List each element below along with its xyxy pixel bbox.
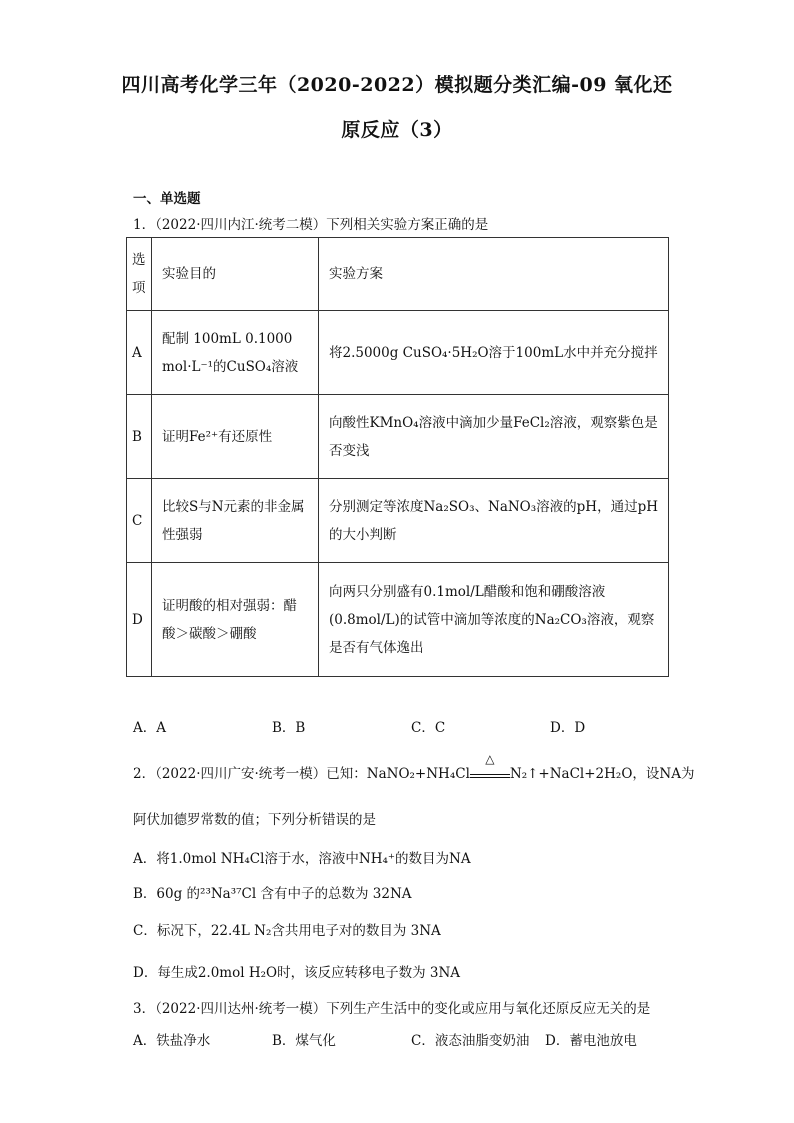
section-heading: 一、单选题	[133, 191, 201, 207]
q3-option-d[interactable]: D．蓄电池放电	[545, 1033, 637, 1049]
q2-stem	[133, 752, 695, 782]
table-row	[127, 563, 669, 677]
heat-condition: △	[485, 752, 495, 766]
q2-option-c[interactable]: C．标况下，22.4L N₂含共用电子对的数目为 3NA	[133, 923, 441, 939]
reaction-arrow	[470, 752, 510, 778]
q1-table	[126, 237, 669, 677]
row-purpose: 比较S与N元素的非金属性强弱	[152, 479, 319, 563]
q2-stem-line2: 阿伏加德罗常数的值；下列分析错误的是	[133, 812, 376, 828]
q3-option-b[interactable]: B．煤气化	[272, 1033, 336, 1049]
q2-option-b[interactable]: B．60g 的²³Na³⁷Cl 含有中子的总数为 32NA	[133, 886, 412, 902]
header-plan: 实验方案	[319, 238, 669, 311]
q1-option-a[interactable]: A．A	[133, 720, 166, 736]
row-plan: 向两只分别盛有0.1mol/L醋酸和饱和硼酸溶液(0.8mol/L)的试管中滴加等浓度的Na₂CO₃溶液，观察是否有气体逸出	[319, 563, 669, 677]
row-purpose: 证明酸的相对强弱：醋酸＞碳酸＞硼酸	[152, 563, 319, 677]
row-plan: 分别测定等浓度Na₂SO₃、NaNO₃溶液的pH，通过pH的大小判断	[319, 479, 669, 563]
q3-option-c[interactable]: C．液态油脂变奶油	[411, 1033, 530, 1049]
q1-option-d[interactable]: D．D	[550, 720, 586, 736]
row-plan: 将2.5000g CuSO₄·5H₂O溶于100mL水中并充分搅拌	[319, 311, 669, 395]
doc-title-line1: 四川高考化学三年（2020-2022）模拟题分类汇编-09 氧化还	[121, 74, 673, 96]
row-purpose: 配制 100mL 0.1000 mol·L⁻¹的CuSO₄溶液	[152, 311, 319, 395]
header-purpose: 实验目的	[152, 238, 319, 311]
row-purpose: 证明Fe²⁺有还原性	[152, 395, 319, 479]
table-row	[127, 395, 669, 479]
q1-option-b[interactable]: B．B	[272, 720, 306, 736]
q2-stem-prefix: 2．（2022·四川广安·统考一模）已知：	[133, 766, 367, 782]
header-option: 选项	[127, 238, 152, 311]
q1-option-c[interactable]: C．C	[411, 720, 446, 736]
q2-reaction-right: N₂↑+NaCl+2H₂O	[509, 766, 633, 782]
q2-stem-suffix: ，设NA为	[632, 766, 695, 782]
row-option: C	[127, 479, 152, 563]
row-option: D	[127, 563, 152, 677]
doc-title-line2: 原反应（3）	[341, 119, 453, 141]
row-plan: 向酸性KMnO₄溶液中滴加少量FeCl₂溶液，观察紫色是否变浅	[319, 395, 669, 479]
q1-stem: 1．（2022·四川内江·统考二模）下列相关实验方案正确的是	[133, 217, 489, 233]
row-option: B	[127, 395, 152, 479]
q2-reaction-left: NaNO₂+NH₄Cl	[366, 766, 470, 782]
q3-option-a[interactable]: A．铁盐净水	[133, 1033, 211, 1049]
table-row	[127, 479, 669, 563]
table-row	[127, 311, 669, 395]
q2-option-d[interactable]: D．每生成2.0mol H₂O时，该反应转移电子数为 3NA	[133, 965, 461, 981]
q2-option-a[interactable]: A．将1.0mol NH₄Cl溶于水，溶液中NH₄⁺的数目为NA	[133, 851, 471, 867]
row-option: A	[127, 311, 152, 395]
q3-stem: 3．（2022·四川达州·统考一模）下列生产生活中的变化或应用与氧化还原反应无关的是	[133, 1001, 651, 1017]
